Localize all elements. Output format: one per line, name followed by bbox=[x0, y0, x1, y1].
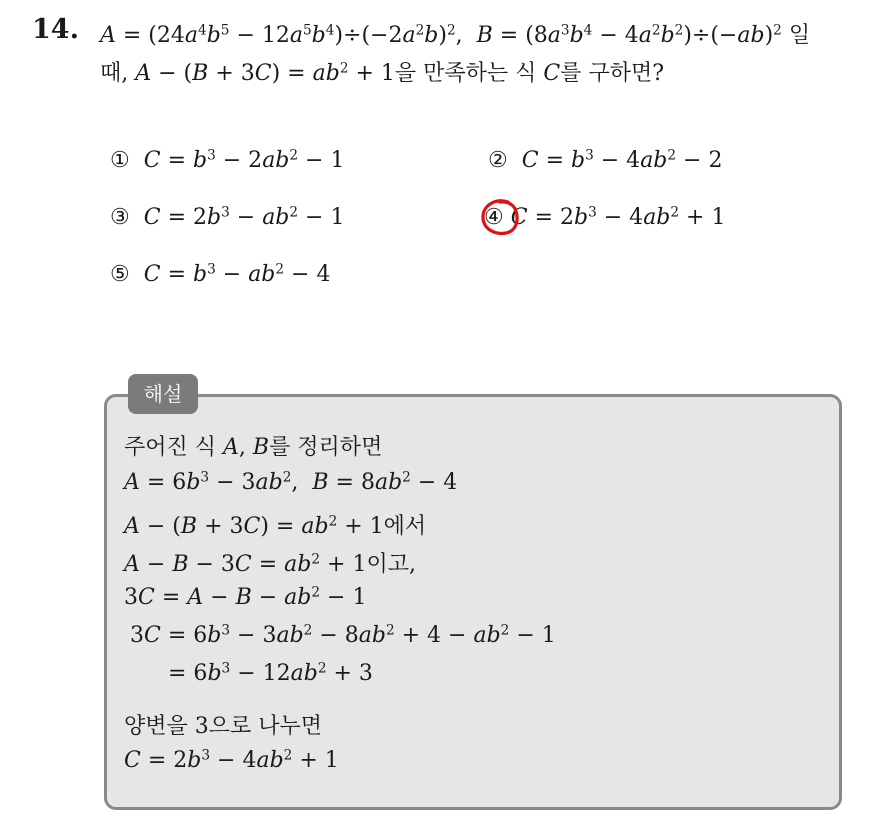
choice-2[interactable]: ② $C = b^3 - 4ab^2 - 2$ bbox=[488, 147, 723, 173]
choice-2-number: ② bbox=[488, 148, 508, 173]
choice-3[interactable]: ③ $C = 2b^3 - ab^2 - 1$ bbox=[110, 204, 345, 230]
solution-line-1-pre: 주어진 식 bbox=[124, 435, 223, 460]
solution-line-1-post: 를 정리하면 bbox=[269, 435, 383, 460]
solution-line-4: $A - B - 3C = ab^2 + 1$이고, bbox=[124, 551, 416, 577]
solution-line-3: $A - (B + 3C) = ab^2 + 1$에서 bbox=[124, 513, 427, 539]
question-line-1: $A = (24a^4b^5 - 12a^5b^4)\div(-2a^2b)^2$, $B = (8a^3b^4 - 4a^2b^2)\div(-ab)^2$ 일 bbox=[100, 22, 811, 48]
choice-1[interactable]: ① $C = b^3 - 2ab^2 - 1$ bbox=[110, 147, 345, 173]
choice-1-number: ① bbox=[110, 148, 130, 173]
solution-line-5: $3C = A - B - ab^2 - 1$ bbox=[124, 584, 367, 610]
choice-5[interactable]: ⑤ $C = b^3 - ab^2 - 4$ bbox=[110, 261, 331, 287]
choice-4[interactable]: ④ $C = 2b^3 - 4ab^2 + 1$ bbox=[484, 204, 726, 230]
choice-4-number: ④ bbox=[484, 205, 504, 230]
solution-line-4-post: 이고, bbox=[366, 552, 416, 577]
question-line-1-suffix: 일 bbox=[781, 23, 811, 48]
choice-5-number: ⑤ bbox=[110, 262, 130, 287]
solution-line-8: 양변을 3으로 나누면 bbox=[124, 714, 322, 739]
choice-3-number: ③ bbox=[110, 205, 130, 230]
solution-line-1: 주어진 식 A, B를 정리하면 bbox=[124, 435, 383, 460]
solution-tag: 해설 bbox=[128, 374, 198, 414]
answer-circle-mark-icon bbox=[478, 196, 522, 238]
question-line-2-prefix: 때, bbox=[100, 61, 136, 86]
question-line-2-end: 를 구하면? bbox=[560, 61, 665, 86]
solution-line-6: $3C = 6b^3 - 3ab^2 - 8ab^2 + 4 - ab^2 - 1$ bbox=[130, 622, 556, 648]
question-line-2: 때, $A - (B + 3C) = ab^2 + 1$을 만족하는 식 C를 구하면? bbox=[100, 60, 665, 86]
solution-line-9: $C = 2b^3 - 4ab^2 + 1$ bbox=[124, 747, 339, 773]
solution-line-2: $A = 6b^3 - 3ab^2$, $B = 8ab^2 - 4$ bbox=[124, 469, 458, 495]
question-number: 14. bbox=[32, 14, 79, 45]
solution-line-7: = $6b^3 - 12ab^2 + 3$ bbox=[168, 660, 373, 686]
solution-line-3-post: 에서 bbox=[383, 514, 427, 539]
question-line-2-mid: 을 만족하는 식 bbox=[394, 61, 544, 86]
